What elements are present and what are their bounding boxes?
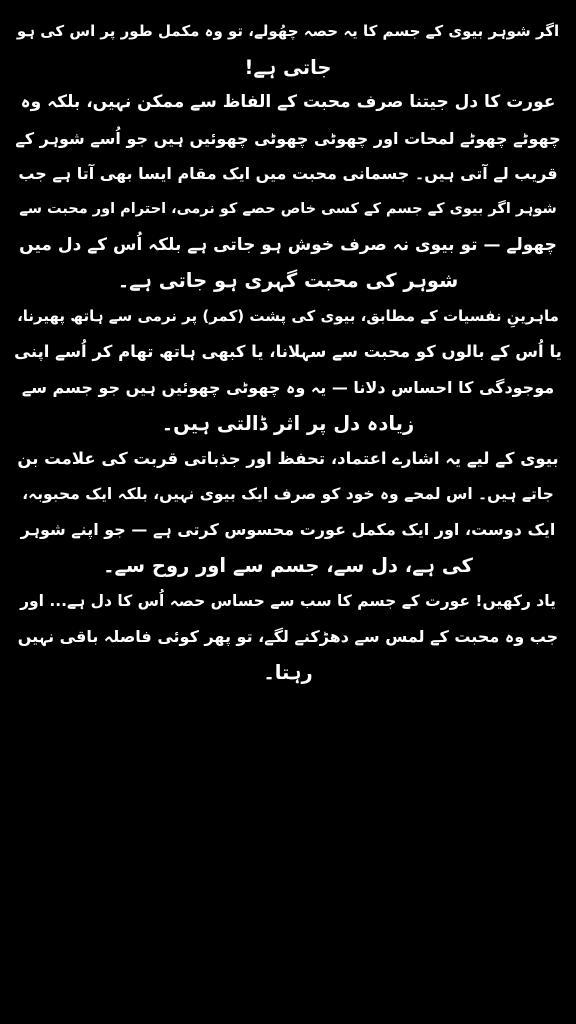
- text-line: موجودگی کا احساس دلانا — یہ وہ چھوٹی چھوئیں ہیں جو جسم سے: [21, 377, 555, 397]
- text-line: رہتا۔: [263, 660, 313, 684]
- post-text: [14, 14, 562, 690]
- paragraph-psychology: [14, 299, 562, 441]
- paragraph-signs: [14, 441, 562, 583]
- text-line: یاد رکھیں! عورت کے جسم کا سب سے حساس حصہ اُس کا دل ہے... اور: [20, 591, 556, 610]
- text-line: جب وہ محبت کے لمس سے دھڑکنے لگے، تو پھر کوئی فاصلہ باقی نہیں: [17, 627, 559, 647]
- paragraph-conclusion: [14, 584, 562, 691]
- text-line: ماہرینِ نفسیات کے مطابق، بیوی کی پشت (کمر) پر نرمی سے ہاتھ پھیرنا،: [17, 306, 559, 325]
- text-line: جاتی ہے!: [244, 55, 332, 79]
- text-line: چھوٹے چھوٹے لمحات اور چھوٹی چھوٹی چھوئیں ہیں جو اُسے شوہر کے: [15, 128, 561, 148]
- text-line: قریب لے آتی ہیں۔ جسمانی محبت میں ایک مقام ایسا بھی آتا ہے جب: [18, 164, 558, 184]
- text-line: کی ہے، دل سے، جسم سے اور روح سے۔: [103, 553, 473, 577]
- text-line: شوہر اگر بیوی کے جسم کے کسی خاص حصے کو نرمی، احترام اور محبت سے: [19, 200, 557, 217]
- text-line: جاتے ہیں۔ اس لمحے وہ خود کو صرف ایک بیوی نہیں، بلکہ ایک محبوبہ،: [22, 484, 554, 503]
- paragraph-title: [14, 14, 562, 85]
- text-line: عورت کا دل جیتنا صرف محبت کے الفاظ سے ممکن نہیں، بلکہ وہ: [20, 92, 556, 113]
- text-line: ایک دوست، اور ایک مکمل عورت محسوس کرتی ہے — جو اپنے شوہر: [20, 520, 556, 540]
- text-line: شوہر کی محبت گہری ہو جاتی ہے۔: [117, 269, 459, 293]
- text-line: چھولے — تو بیوی نہ صرف خوش ہو جاتی ہے بلکہ اُس کے دل میں: [19, 234, 557, 255]
- text-line: یا اُس کے بالوں کو محبت سے سہلانا، یا کبھی ہاتھ تھام کر اُسے اپنی: [14, 342, 562, 362]
- paragraph-intro: [14, 85, 562, 299]
- text-line: اگر شوہر بیوی کے جسم کا یہ حصہ چھُولے، تو وہ مکمل طور پر اس کی ہو: [16, 22, 560, 40]
- text-line: زیادہ دل پر اثر ڈالتی ہیں۔: [161, 411, 415, 435]
- text-line: بیوی کے لیے یہ اشارے اعتماد، تحفظ اور جذباتی قربت کی علامت بن: [17, 449, 559, 469]
